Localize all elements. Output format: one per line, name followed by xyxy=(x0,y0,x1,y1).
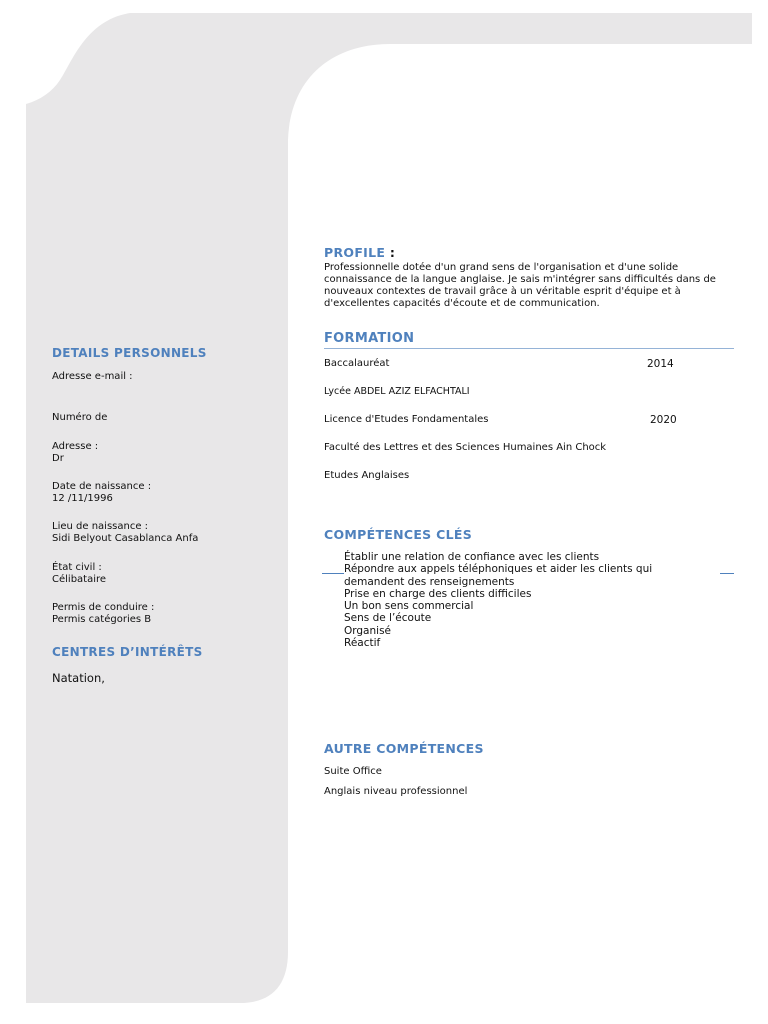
permit-label: Permis de conduire : xyxy=(52,602,155,613)
address-item xyxy=(52,441,98,464)
autre-heading: AUTRE COMPÉTENCES xyxy=(324,741,484,756)
details-heading: DETAILS PERSONNELS xyxy=(52,346,207,360)
profile-heading: PROFILE : xyxy=(324,245,396,260)
email-label: Adresse e-mail : xyxy=(52,371,133,382)
phone-label: Numéro de xyxy=(52,412,108,423)
list-item: Organisé xyxy=(344,624,391,637)
formation-field: Etudes Anglaises xyxy=(324,470,410,481)
formation-year-1: 2014 xyxy=(647,358,674,370)
formation-degree-2: Licence d'Etudes Fondamentales xyxy=(324,414,489,425)
list-item: Sens de l’écoute xyxy=(344,612,432,625)
birth-value: 12 /11/1996 xyxy=(52,492,113,504)
autre-item-2: Anglais niveau professionnel xyxy=(324,786,468,797)
list-item: Réactif xyxy=(344,637,381,650)
formation-rule xyxy=(324,348,734,349)
civil-value: Célibataire xyxy=(52,573,107,585)
civil-label: État civil : xyxy=(52,562,102,573)
interets-heading: CENTRES D’INTÉRÊTS xyxy=(52,645,203,659)
list-item: Répondre aux appels téléphoniques et aider les clients qui demandent des renseignements xyxy=(344,563,653,588)
formation-year-2: 2020 xyxy=(650,414,677,426)
competences-list xyxy=(344,551,704,649)
formation-heading: FORMATION xyxy=(324,331,415,346)
place-label: Lieu de naissance : xyxy=(52,521,149,532)
place-value: Sidi Belyout Casablanca Anfa xyxy=(52,532,199,544)
permit-value: Permis catégories B xyxy=(52,613,152,625)
address-label: Adresse : xyxy=(52,441,99,452)
list-item: Prise en charge des clients difficiles xyxy=(344,587,532,600)
interets-text: Natation, xyxy=(52,671,105,685)
formation-school-1: Lycée ABDEL AZIZ ELFACHTALI xyxy=(324,386,470,397)
list-item: Établir une relation de confiance avec les clients xyxy=(344,551,600,563)
formation-school-2: Faculté des Lettres et des Sciences Humaines Ain Chock xyxy=(324,442,607,453)
birth-item xyxy=(52,481,151,504)
competences-heading: COMPÉTENCES CLÉS xyxy=(324,527,473,542)
birth-label: Date de naissance : xyxy=(52,481,152,492)
autre-item-1: Suite Office xyxy=(324,766,382,777)
formation-degree-1: Baccalauréat xyxy=(324,358,390,369)
list-item: Un bon sens commercial xyxy=(344,600,474,613)
competences-dash-right xyxy=(720,573,734,574)
competences-dash-left xyxy=(322,573,344,574)
place-item xyxy=(52,521,198,544)
profile-text: Professionnelle dotée d'un grand sens de l'organisation et d'une solide connaissance de la langue anglaise. Je sais m'intégrer sans difficultés dans de nouveaux contextes de travail grâce à un véritable esprit d'équipe et à d'excellentes capacités d'écoute et de communication. xyxy=(324,262,716,309)
civil-item xyxy=(52,562,106,585)
address-value: Dr xyxy=(52,452,64,464)
permit-item xyxy=(52,602,154,625)
